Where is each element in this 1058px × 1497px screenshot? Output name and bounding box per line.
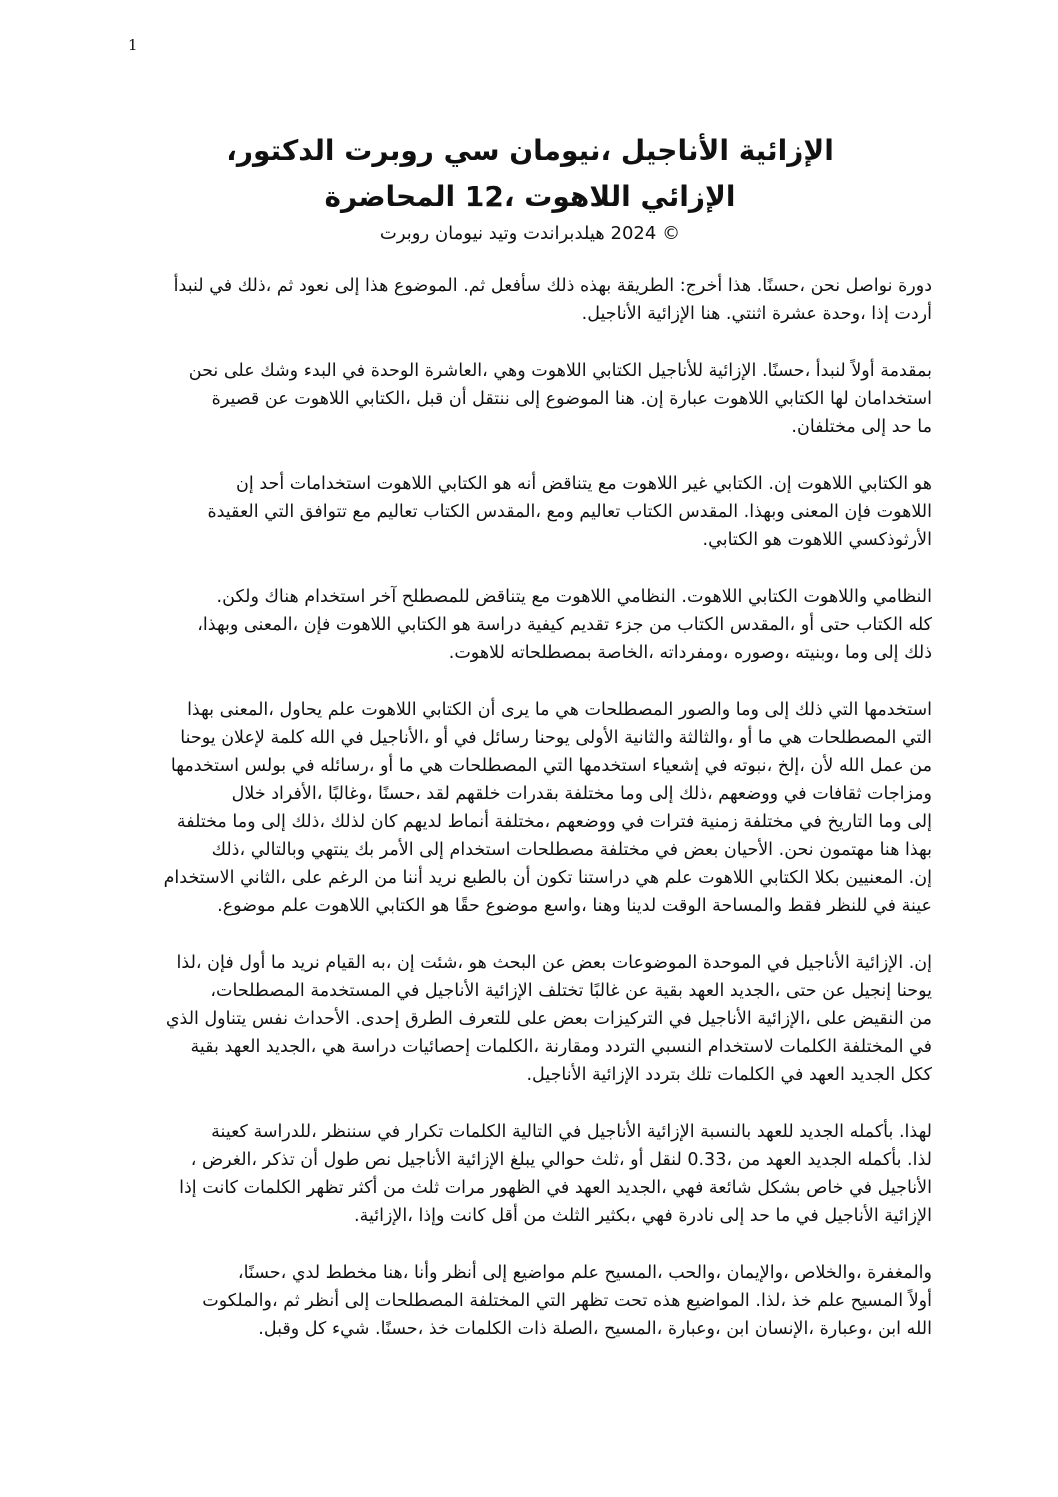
- text-line: والملكوت، ثم أنظر إلى المصطلحات المختلفة التي تظهر تحت هذه المواضيع .لذا، خذ علم المسيح أولاً: [202, 1291, 932, 1311]
- text-line: خلال الأفراد، وغالبًا، حسنًا، لقد خلقهم بقدرات مختلفة وما إلى ذلك، ووضعهم في ثقافات ومزاجات: [231, 784, 932, 804]
- text-line: ،حسنًا، لدي مخطط هنا، وأنا أنظر إلى مواضيع علم المسيح، والحب، والإيمان، والخلاص، والمغفرة: [237, 1263, 932, 1283]
- text-line: لنبدأ في ذلك، ثم نعود إلى هذا الموضوع .ثم سأفعل ذلك بهذه الطريقة :أخرج هذا .حسنًا، نحن نواصل دورة: [173, 276, 932, 296]
- text-line: إن أحد استخدامات اللاهوت الكتابي هو أنه يتناقض مع اللاهوت غير الكتابي .إن اللاهوت الكتابي هو: [236, 474, 932, 494]
- document-title-line-2: المحاضرة 12، اللاهوت الإزائي: [324, 180, 736, 213]
- text-line: نحن على وشك البدء في الوحدة العاشرة، وهي اللاهوت الكتابي للأناجيل الإزائية .حسنًا، لنبدأ أولاً بمقدمة: [188, 361, 932, 381]
- text-line: قصيرة عن اللاهوت الكتابي، قبل أن ننتقل إلى الموضوع هنا .إن عبارة اللاهوت الكتابي لها استخدامان: [211, 389, 932, 409]
- text-line: .الأناجيل الإزائية هنا .اثنتي عشرة وحدة، إذا أردت: [581, 304, 932, 324]
- page-number: 1: [128, 36, 138, 54]
- paragraph: [140, 696, 932, 920]
- text-line: .موضوع علم اللاهوت الكتابي هو حقًا موضوع واسع، وهنا لدينا الوقت والمساحة فقط للنظر في عينة: [217, 896, 932, 916]
- text-line: العقيدة التي تتوافق مع تعاليم الكتاب المقدس، ومع تعاليم الكتاب المقدس .وبهذا المعنى فإن اللاهوت: [207, 502, 932, 522]
- text-line: الذي يتناول نفس الأحداث .إحدى الطرق للتعرف على بعض التركيزات في الأناجيل الإزائية، على النقيض من: [165, 1009, 932, 1029]
- text-line: الاستخدام الثاني، على الرغم من أننا نريد بالطبع أن تكون دراستنا هي علم اللاهوت الكتابي بكلا المعنيين .إن: [163, 868, 932, 888]
- text-line: .الأناجيل الإزائية بتردد تلك الكلمات في العهد الجديد ككل: [526, 1065, 932, 1085]
- paragraph: [140, 949, 932, 1089]
- document-copyright: روبرت نيومان وتيد هيلدبراندت 2024 ©: [379, 223, 681, 244]
- text-line: .ولكن هناك استخدام آخر للمصطلح يتناقض مع اللاهوت النظامي .اللاهوت الكتابي واللاهوت النظامي: [216, 587, 932, 607]
- document-title-line-1: ،الدكتور روبرت سي نيومان، الأناجيل الإزائية: [226, 134, 834, 167]
- text-line: ذلك، وبالتالي ينتهي بك الأمر إلى استخدام مصطلحات مختلفة في بعض الأحيان .نحن مهتمون هنا بهذا: [211, 840, 932, 860]
- text-line: ،وبهذا المعنى، فإن اللاهوت الكتابي هو دراسة كيفية تقديم جزء من الكتاب المقدس، أو حتى الكتاب كله: [197, 615, 932, 635]
- paragraph: [140, 583, 932, 667]
- text-line: بقية العهد الجديد، هي دراسة إحصائيات الكلمات، ومقارنة التردد النسبي لاستخدام الكلمات المختلفة في: [190, 1037, 932, 1057]
- paragraph: [140, 357, 932, 441]
- text-line: .وقبل كل شيء .حسنًا، خذ الكلمات ذات الصلة، المسيح، وعبارة، ابن الإنسان، وعبارة، ابن الله: [258, 1319, 932, 1339]
- text-line: .مختلفان إلى حد ما: [791, 417, 932, 437]
- text-line: .الكتابي هو اللاهوت الأرثوذكسي: [702, 530, 932, 550]
- text-line: بهذا المعنى، يحاول علم اللاهوت الكتابي أن يرى ما هي المصطلحات والصور وما إلى ذلك التي استخدمها: [187, 700, 932, 720]
- paragraph: [140, 1259, 932, 1343]
- text-line: يوحنا لإعلان كلمة الله في الأناجيل، أو في رسائل يوحنا الأولى والثانية والثالثة، أو ما هي المصطلحات التي: [180, 728, 932, 748]
- document-body: [140, 272, 932, 1372]
- text-line: ، الغرض، تذكر أن طول نص الأناجيل الإزائية يبلغ حوالي ثلث، أو لنقل 0.33، من العهد الجديد بأكمله .لذا: [190, 1150, 932, 1170]
- text-line: لذا، فإن أول ما نريد القيام به، إن شئت، هو البحث عن بعض الموضوعات الموحدة في الأناجيل الإزائية .إن: [176, 953, 932, 973]
- text-line: .الإزائية، وإذا كانت أقل من الثلث بكثير، فهي نادرة إلى حد ما في الأناجيل الإزائية: [353, 1206, 932, 1226]
- text-line: كعينة للدراسة، سننظر في تكرار الكلمات التالية في الأناجيل الإزائية بالنسبة للعهد الجديد بأكمله .لهذا: [211, 1122, 932, 1142]
- text-line: .للاهوت بمصطلحاته الخاصة، ومفرداته، وصوره، وبنيته، وما إلى ذلك: [448, 643, 932, 663]
- document-header: [130, 128, 930, 248]
- text-line: مختلفة وما إلى ذلك، لذلك كان لديهم أنماط مختلفة، ووضعهم في فترات زمنية مختلفة في التاريخ وما إلى: [176, 812, 932, 832]
- paragraph: [140, 470, 932, 554]
- text-line: إذا كانت الكلمات تظهر أكثر من ثلث مرات الظهور في العهد الجديد، فهي شائعة بشكل خاص في الأناجيل: [179, 1178, 932, 1198]
- text-line: استخدمها بولس في رسائله، أو ما هي المصطلحات التي استخدمها إشعياء في نبوته، إلخ، لأن الله عمل من: [170, 756, 932, 776]
- paragraph: [140, 1118, 932, 1230]
- text-line: ،المصطلحات المستخدمة في الأناجيل الإزائية تختلف غالبًا عن بقية العهد الجديد، حتى عن إنجيل يوحنا: [210, 981, 932, 1001]
- paragraph: [140, 272, 932, 328]
